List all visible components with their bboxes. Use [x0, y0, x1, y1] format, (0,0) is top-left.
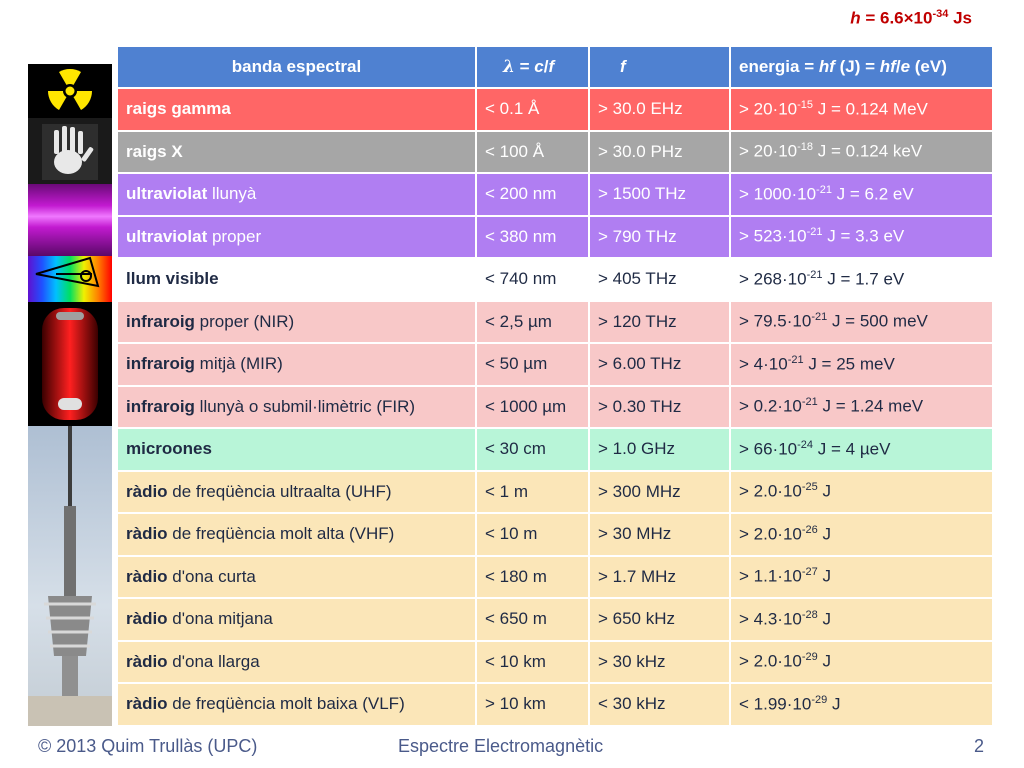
uv-lamp-icon: [28, 184, 112, 256]
band-cell: ràdio de freqüència ultraalta (UHF): [117, 471, 476, 514]
energy-cell: > $79.5\cdot 10^{-21}$ J = 500 meV: [730, 301, 993, 344]
energy-cell: > $20\cdot 10^{-18}$ J = 0.124 keV: [730, 131, 993, 174]
band-cell: ràdio de freqüència molt baixa (VLF): [117, 683, 476, 726]
frequency-cell: > 0.30 THz: [589, 386, 730, 429]
wavelength-cell: < 10 m: [476, 513, 589, 556]
frequency-cell: > 120 THz: [589, 301, 730, 344]
wavelength-cell: < 380 nm: [476, 216, 589, 259]
wavelength-cell: < 30 cm: [476, 428, 589, 471]
energy-cell: > $66\cdot 10^{-24}$ J = 4 µeV: [730, 428, 993, 471]
wavelength-cell: > 10 km: [476, 683, 589, 726]
band-cell: ràdio de freqüència molt alta (VHF): [117, 513, 476, 556]
wavelength-cell: < 2,5 µm: [476, 301, 589, 344]
energy-cell: < $1.99\cdot 10^{-29}$ J: [730, 683, 993, 726]
table-row: [117, 216, 993, 259]
frequency-cell: > 30.0 EHz: [589, 88, 730, 131]
page-number: 2: [974, 736, 985, 756]
wavelength-cell: < 0.1 Å: [476, 88, 589, 131]
footer-copyright: © 2013 Quim Trullàs (UPC): [38, 736, 258, 756]
table-row: [117, 598, 993, 641]
table-row: [117, 258, 993, 301]
infrared-lamp-icon: [28, 302, 112, 426]
frequency-cell: > 30.0 PHz: [589, 131, 730, 174]
frequency-cell: > 30 MHz: [589, 513, 730, 556]
wavelength-cell: < 200 nm: [476, 173, 589, 216]
wavelength-cell: < 650 m: [476, 598, 589, 641]
band-cell: microones: [117, 428, 476, 471]
spectrum-table: [116, 45, 994, 727]
table-row: [117, 386, 993, 429]
band-cell: ultraviolat proper: [117, 216, 476, 259]
header-band: banda espectral: [117, 46, 476, 88]
energy-cell: > $2.0\cdot 10^{-26}$ J: [730, 513, 993, 556]
band-cell: llum visible: [117, 258, 476, 301]
radiation-symbol-icon: [28, 64, 112, 118]
table-row: [117, 131, 993, 174]
header-wavelength: λ = c/f: [476, 46, 589, 88]
frequency-cell: > 790 THz: [589, 216, 730, 259]
frequency-cell: > 1.7 MHz: [589, 556, 730, 599]
energy-cell: > $1.1\cdot 10^{-27}$ J: [730, 556, 993, 599]
frequency-cell: > 30 kHz: [589, 641, 730, 684]
table-row: [117, 343, 993, 386]
footer-title: Espectre Electromagnètic: [398, 736, 604, 756]
frequency-cell: > 300 MHz: [589, 471, 730, 514]
energy-cell: > $1000\cdot 10^{-21}$ J = 6.2 eV: [730, 173, 993, 216]
table-row: [117, 556, 993, 599]
frequency-cell: < 30 kHz: [589, 683, 730, 726]
wavelength-cell: < 1000 µm: [476, 386, 589, 429]
energy-cell: > $4\cdot 10^{-21}$ J = 25 meV: [730, 343, 993, 386]
table-row: [117, 173, 993, 216]
frequency-cell: > 650 kHz: [589, 598, 730, 641]
frequency-cell: > 405 THz: [589, 258, 730, 301]
energy-cell: > $2.0\cdot 10^{-29}$ J: [730, 641, 993, 684]
band-cell: infraroig mitjà (MIR): [117, 343, 476, 386]
frequency-cell: > 1.0 GHz: [589, 428, 730, 471]
band-cell: ultraviolat llunyà: [117, 173, 476, 216]
table-row: [117, 683, 993, 726]
band-cell: infraroig llunyà o submil·limètric (FIR): [117, 386, 476, 429]
table-row: [117, 513, 993, 556]
frequency-cell: > 1500 THz: [589, 173, 730, 216]
table-row: [117, 88, 993, 131]
energy-cell: > $2.0\cdot 10^{-25}$ J: [730, 471, 993, 514]
wavelength-cell: < 10 km: [476, 641, 589, 684]
frequency-cell: > 6.00 THz: [589, 343, 730, 386]
header-energy: energia = hf (J) = hf/e (eV): [730, 46, 993, 88]
energy-cell: > $4.3\cdot 10^{-28}$ J: [730, 598, 993, 641]
band-cell: ràdio d'ona mitjana: [117, 598, 476, 641]
band-cell: raigs gamma: [117, 88, 476, 131]
table-row: [117, 641, 993, 684]
planck-constant: $h = 6.6\times 10^{-34}$ Js: [850, 8, 972, 28]
wavelength-cell: < 1 m: [476, 471, 589, 514]
wavelength-cell: < 50 µm: [476, 343, 589, 386]
band-cell: ràdio d'ona curta: [117, 556, 476, 599]
illustration-column: [28, 64, 112, 726]
wavelength-cell: < 740 nm: [476, 258, 589, 301]
energy-cell: > $0.2\cdot 10^{-21}$ J = 1.24 meV: [730, 386, 993, 429]
wavelength-cell: < 100 Å: [476, 131, 589, 174]
table-row: [117, 471, 993, 514]
prism-spectrum-icon: [28, 256, 112, 302]
table-row: [117, 301, 993, 344]
wavelength-cell: < 180 m: [476, 556, 589, 599]
band-cell: raigs X: [117, 131, 476, 174]
energy-cell: > $523\cdot 10^{-21}$ J = 3.3 eV: [730, 216, 993, 259]
radio-tower-icon: [28, 426, 112, 726]
energy-cell: > $268\cdot 10^{-21}$ J = 1.7 eV: [730, 258, 993, 301]
band-cell: infraroig proper (NIR): [117, 301, 476, 344]
xray-hand-icon: [28, 118, 112, 184]
energy-cell: > $20\cdot 10^{-15}$ J = 0.124 MeV: [730, 88, 993, 131]
table-row: [117, 428, 993, 471]
header-frequency: f: [589, 46, 730, 88]
band-cell: ràdio d'ona llarga: [117, 641, 476, 684]
table-header-row: [117, 46, 993, 88]
